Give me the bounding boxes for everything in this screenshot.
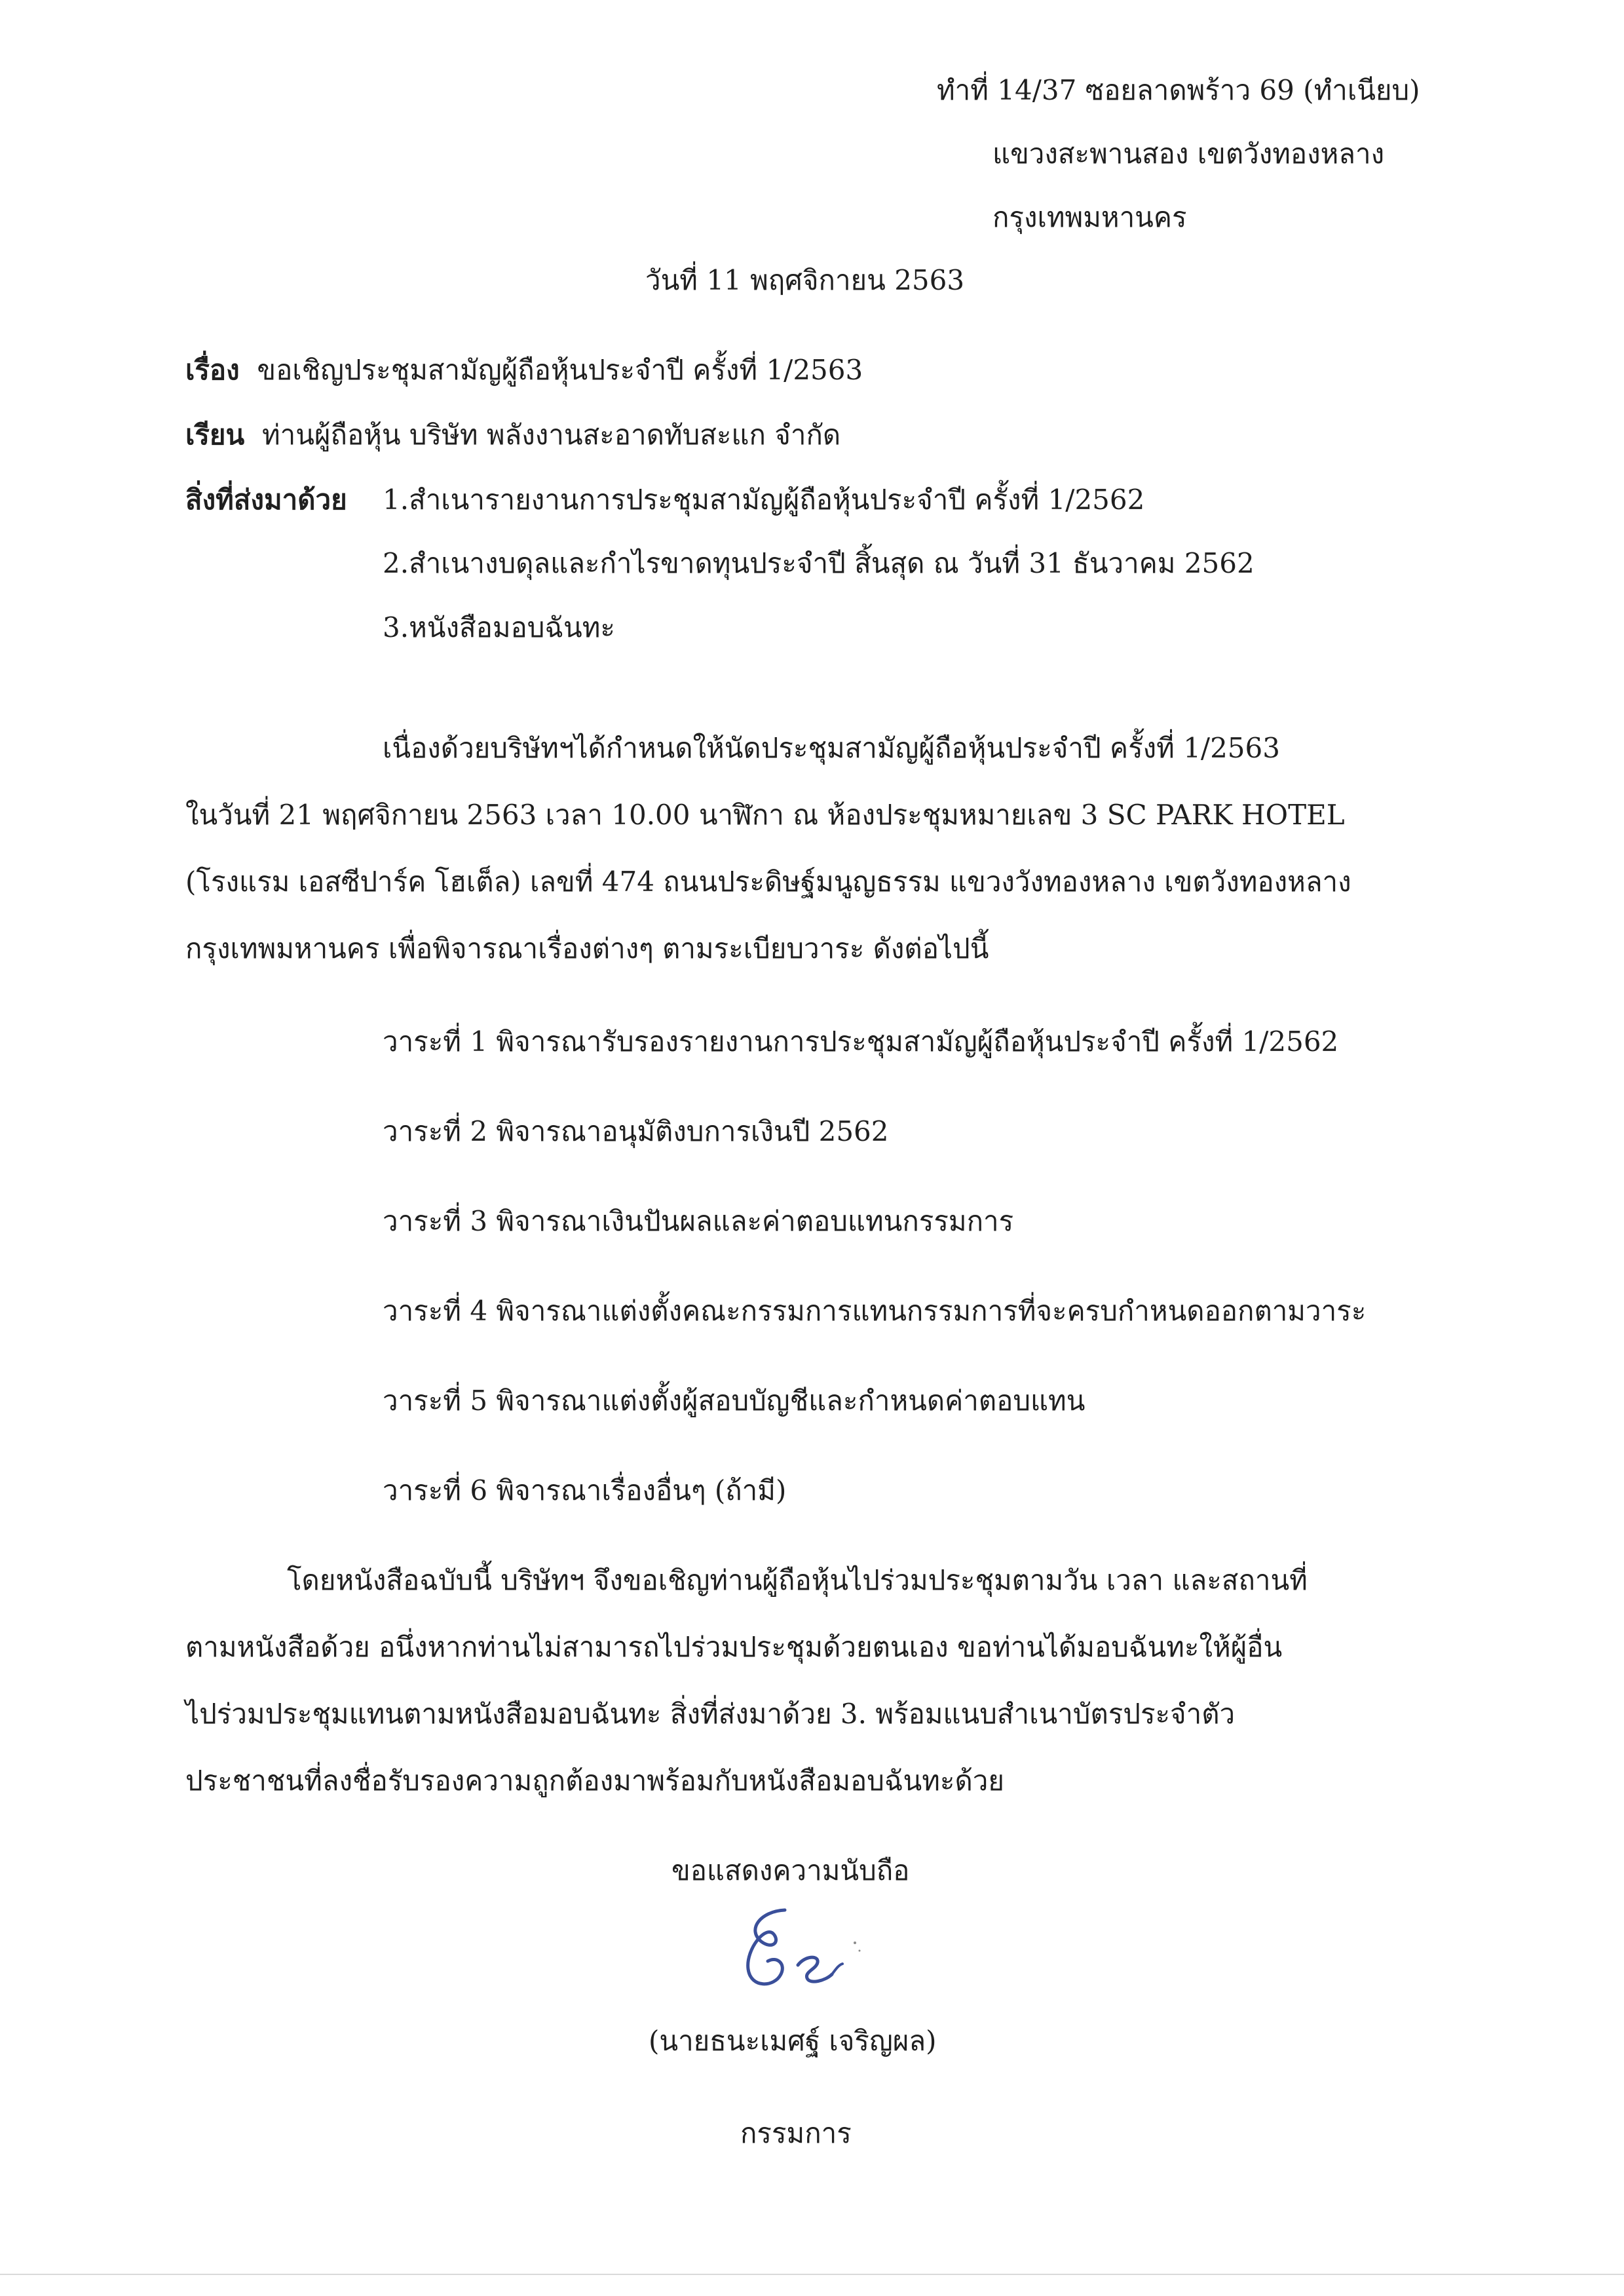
letter-date: วันที่ 11 พฤศจิกายน 2563 <box>645 264 965 296</box>
sender-address-line-1: ทำที่ 14/37 ซอยลาดพร้าว 69 (ทำเนียบ) <box>937 74 1420 106</box>
paragraph-1-line-3: (โรงแรม เอสซีปาร์ค โฮเต็ล) เลขที่ 474 ถนนประดิษฐ์มนูญธรรม แขวงวังทองหลาง เขตวังทองหลาง <box>185 866 1351 898</box>
signer-title: กรรมการ <box>740 2117 852 2149</box>
paragraph-2-line-1: โดยหนังสือฉบับนี้ บริษัทฯ จึงขอเชิญท่านผู้ถือหุ้นไปร่วมประชุมตามวัน เวลา และสถานที่ <box>287 1564 1308 1596</box>
subject-text: ขอเชิญประชุมสามัญผู้ถือหุ้นประจำปี ครั้งที่ 1/2563 <box>257 354 863 386</box>
paragraph-2-line-3: ไปร่วมประชุมแทนตามหนังสือมอบฉันทะ สิ่งที่ส่งมาด้วย 3. พร้อมแนบสำเนาบัตรประจำตัว <box>185 1698 1236 1730</box>
agenda-item-1: วาระที่ 1 พิจารณารับรองรายงานการประชุมสามัญผู้ถือหุ้นประจำปี ครั้งที่ 1/2562 <box>383 1025 1339 1058</box>
attachments-label: สิ่งที่ส่งมาด้วย <box>185 484 347 516</box>
paragraph-1-line-2: ในวันที่ 21 พฤศจิกายน 2563 เวลา 10.00 นาฬิกา ณ ห้องประชุมหมายเลข 3 SC PARK HOTEL <box>185 799 1345 831</box>
agenda-item-2: วาระที่ 2 พิจารณาอนุมัติงบการเงินปี 2562 <box>383 1115 889 1147</box>
closing-text: ขอแสดงความนับถือ <box>671 1854 910 1886</box>
page-bottom-rule <box>0 2274 1624 2275</box>
signer-name: (นายธนะเมศฐ์ เจริญผล) <box>649 2025 937 2057</box>
attachment-item-1: 1.สำเนารายงานการประชุมสามัญผู้ถือหุ้นประจำปี ครั้งที่ 1/2562 <box>383 484 1145 516</box>
subject-row <box>185 351 863 390</box>
attachment-item-2: 2.สำเนางบดุลและกำไรขาดทุนประจำปี สิ้นสุด ณ วันที่ 31 ธันวาคม 2562 <box>383 547 1255 579</box>
recipient-row <box>185 415 840 455</box>
agenda-item-3: วาระที่ 3 พิจารณาเงินปันผลและค่าตอบแทนกรรมการ <box>383 1205 1014 1237</box>
handwritten-signature <box>734 1904 865 1999</box>
subject-label: เรื่อง <box>185 354 240 386</box>
agenda-item-6: วาระที่ 6 พิจารณาเรื่องอื่นๆ (ถ้ามี) <box>383 1474 787 1506</box>
paragraph-1-line-1: เนื่องด้วยบริษัทฯได้กำหนดให้นัดประชุมสามัญผู้ถือหุ้นประจำปี ครั้งที่ 1/2563 <box>383 732 1280 764</box>
paragraph-1-line-4: กรุงเทพมหานคร เพื่อพิจารณาเรื่องต่างๆ ตามระเบียบวาระ ดังต่อไปนี้ <box>185 932 989 965</box>
sender-address-line-3: กรุงเทพมหานคร <box>992 201 1187 233</box>
agenda-item-5: วาระที่ 5 พิจารณาแต่งตั้งผู้สอบบัญชีและกำหนดค่าตอบแทน <box>383 1385 1086 1417</box>
recipient-label: เรียน <box>185 419 245 451</box>
recipient-text: ท่านผู้ถือหุ้น บริษัท พลังงานสะอาดทับสะแก จำกัด <box>261 419 841 451</box>
paragraph-2-line-4: ประชาชนที่ลงชื่อรับรองความถูกต้องมาพร้อมกับหนังสือมอบฉันทะด้วย <box>185 1765 1004 1797</box>
sender-address-line-2: แขวงสะพานสอง เขตวังทองหลาง <box>992 138 1385 170</box>
agenda-item-4: วาระที่ 4 พิจารณาแต่งตั้งคณะกรรมการแทนกรรมการที่จะครบกำหนดออกตามวาระ <box>383 1295 1367 1327</box>
attachment-item-3: 3.หนังสือมอบฉันทะ <box>383 611 615 643</box>
paragraph-2-line-2: ตามหนังสือด้วย อนึ่งหากท่านไม่สามารถไปร่วมประชุมด้วยตนเอง ขอท่านได้มอบฉันทะให้ผู้อื่น <box>185 1631 1283 1663</box>
